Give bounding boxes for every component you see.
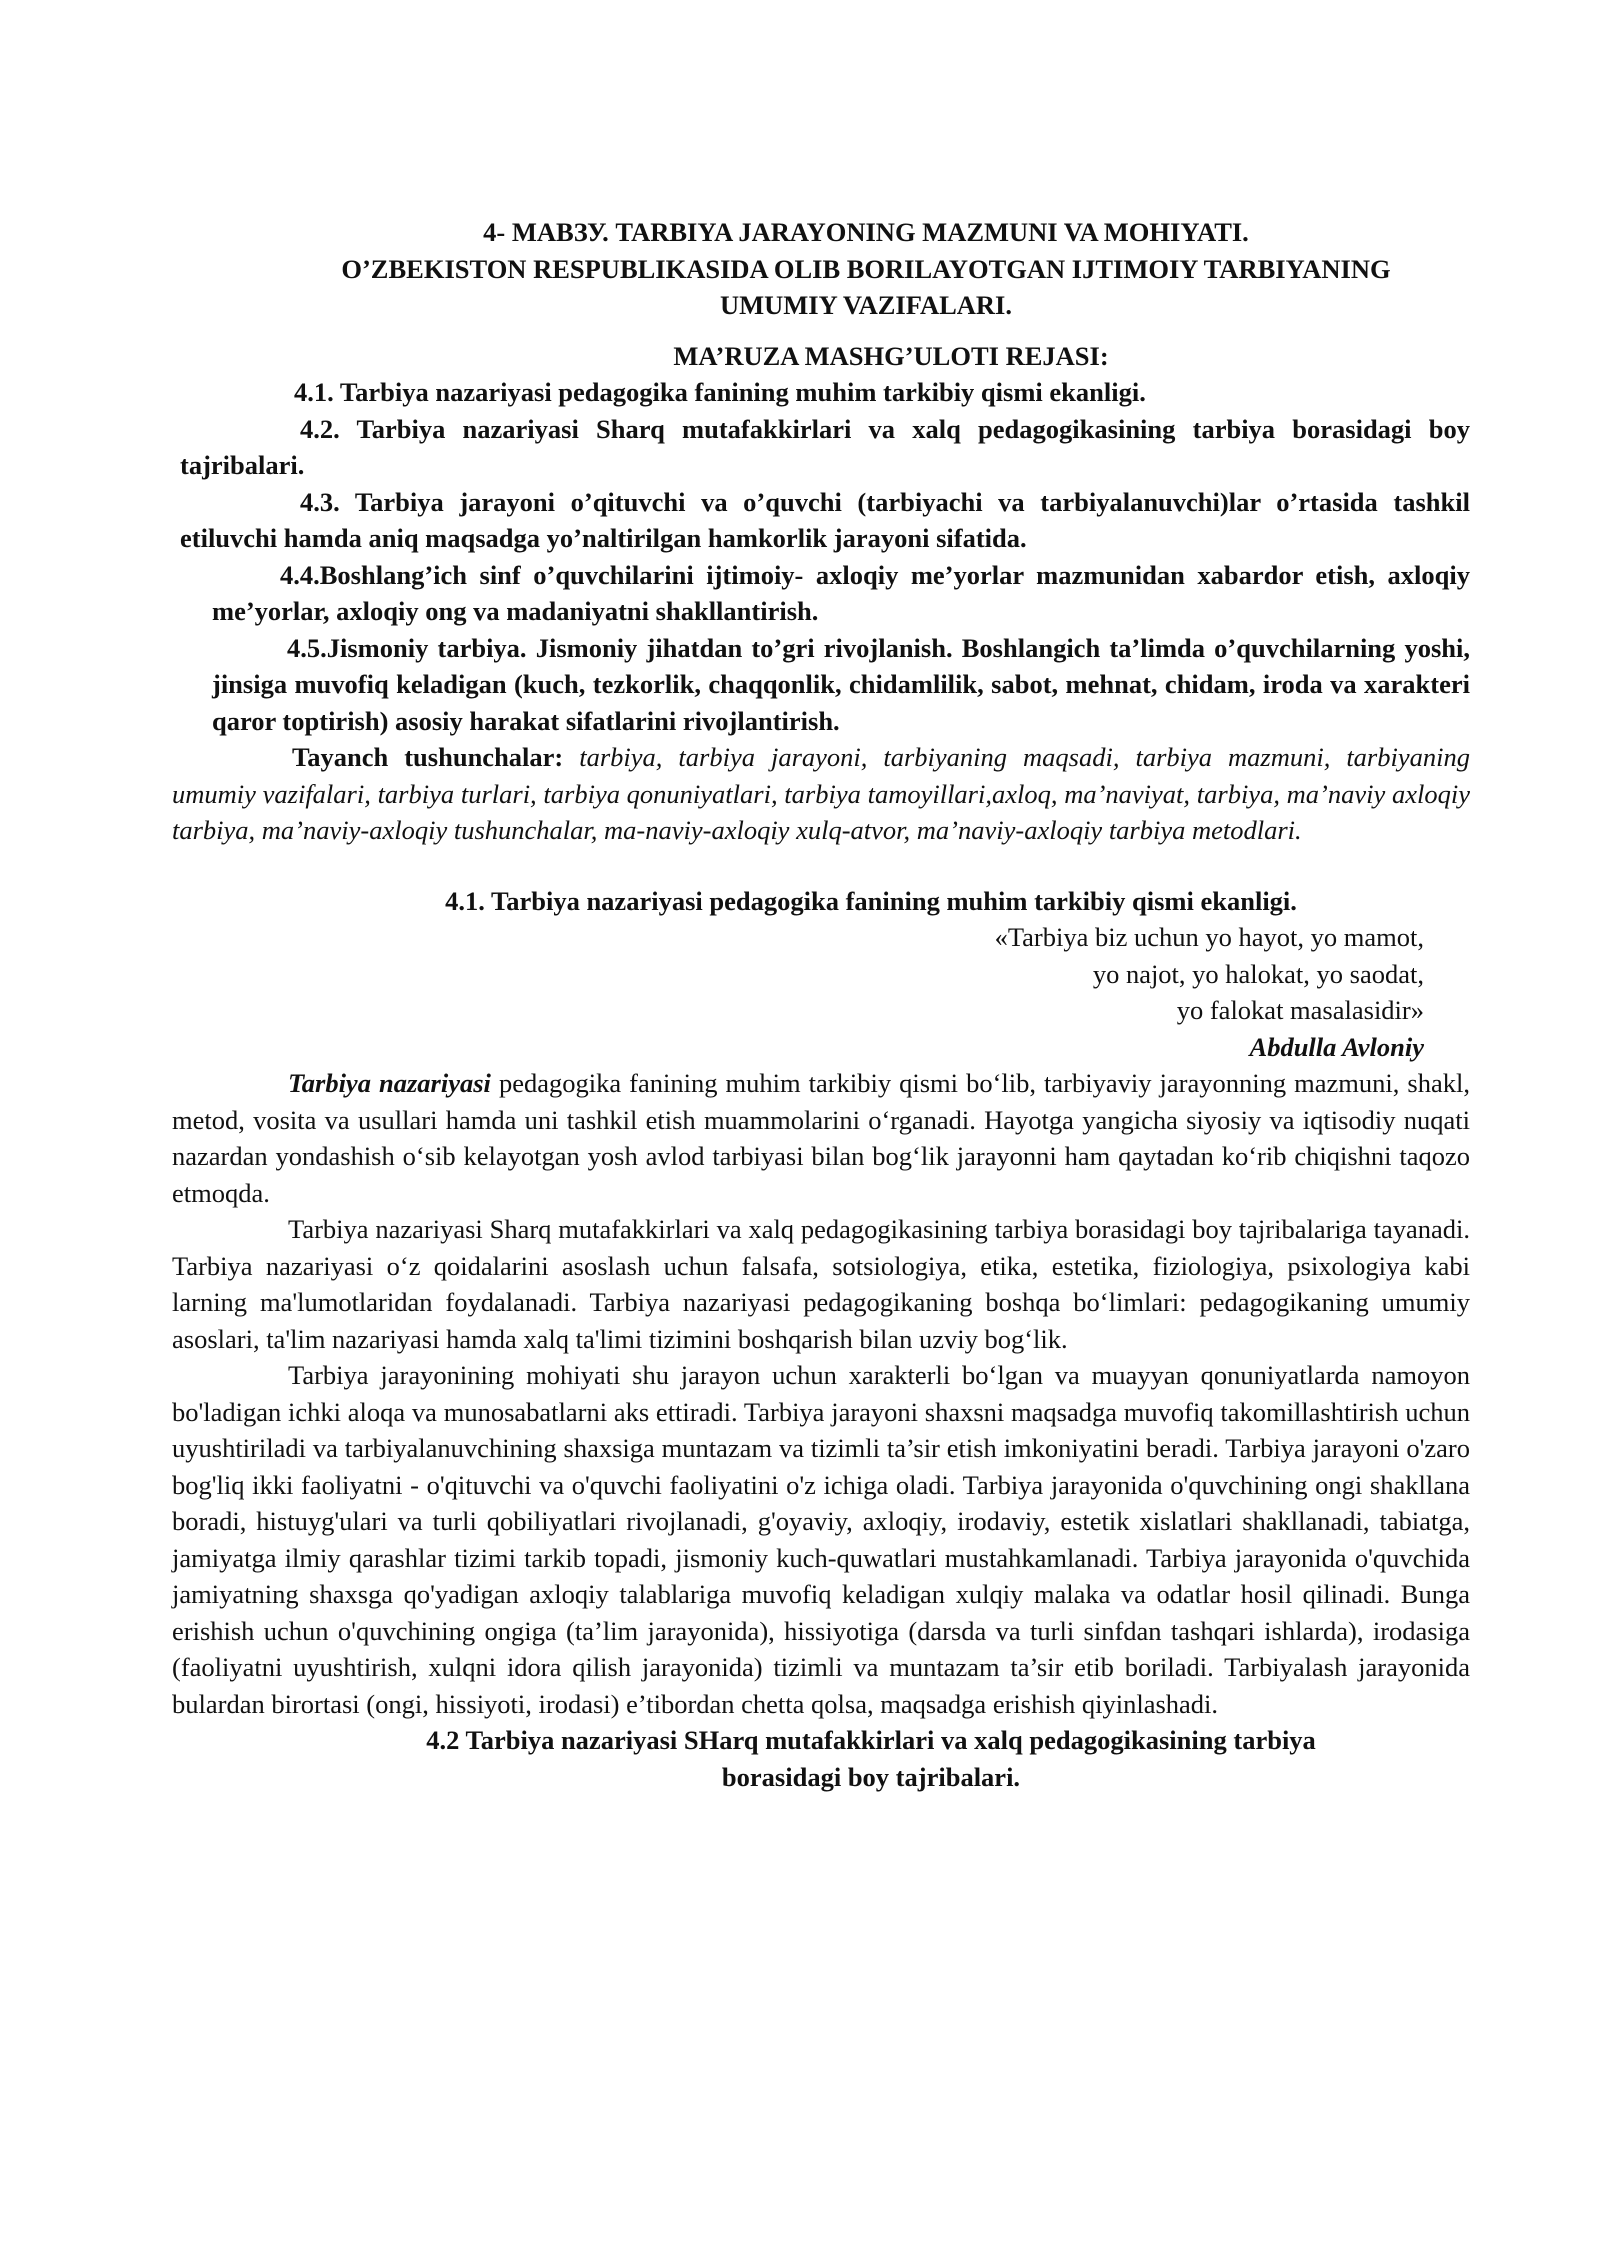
epigraph-line: yo falokat masalasidir» <box>1176 995 1424 1025</box>
title-line: O’ZBEKISTON RESPUBLIKASIDA OLIB BORILAYOTGAN IJTIMOIY TARBIYANING <box>341 253 1391 284</box>
epigraph-line: «Tarbiya biz uchun yo hayot, yo mamot, <box>994 922 1424 952</box>
title-line: 4- МАВЗУ. TARBIYA JARAYONING MAZMUNI VA MOHIYATI. <box>483 217 1249 247</box>
plan-item: 4.1. Tarbiya nazariyasi pedagogika fanining muhim tarkibiy qismi ekanligi. <box>294 377 1146 407</box>
key-concepts-text: tarbiya, tarbiya jarayoni, tarbiyaning maqsadi, tarbiya mazmuni, tarbiyaning umumiy vazifalari, tarbiya turlari, tarbiya qonuniyatlari, tarbiya tamoyillari,axloq, ma’naviyat, tarbiya, ma’naviy axloqiy tarbiya, ma’naviy-axloqiy tushunchalar, ma-naviy-axloqiy xulq-atvor, ma’naviy-axloqiy tarbiya metodlari. <box>172 742 1470 845</box>
body-paragraph <box>172 1065 1470 1211</box>
plan-item: 4.5.Jismoniy tarbiya. Jismoniy jihatdan to’gri rivojlanish. Boshlangich ta’limda o’quvchilarning yoshi, jinsiga muvofiq keladigan (kuch, tezkorlik, chaqqonlik, chidamlilik, sabot, mehnat, chidam, iroda va xarakteri qaror toptirish) asosiy harakat sifatlarini rivojlantirish. <box>212 632 1470 736</box>
key-concepts-label: Tayanch tushunchalar: <box>292 742 564 772</box>
plan-item: 4.4.Boshlang’ich sinf o’quvchilarini ijtimoiy- axloqiy me’yorlar mazmunidan xabardor etish, axloqiy me’yorlar, axloqiy ong va madaniyatni shakllantirish. <box>212 559 1470 626</box>
epigraph-line: yo najot, yo halokat, yo saodat, <box>1092 958 1424 989</box>
section-heading-line: 4.2 Tarbiya nazariyasi SHarq mutafakkirlari va xalq pedagogikasining tarbiya <box>426 1725 1316 1755</box>
epigraph <box>172 919 1470 1065</box>
key-concepts <box>172 739 1470 849</box>
section-heading-line: borasidagi boy tajribalari. <box>721 1761 1021 1792</box>
plan-item: 4.3. Tarbiya jarayoni o’qituvchi va o’quvchi (tarbiyachi va tarbiyalanuvchi)lar o’rtasida tashkil etiluvchi hamda aniq maqsadga yo’naltirilgan hamkorlik jarayoni sifatida. <box>180 486 1470 553</box>
body-paragraph: Tarbiya jarayonining mohiyati shu jarayon uchun xarakterli bo‘lgan va muayyan qonuniyatlarda namoyon bo'ladigan ichki aloqa va munosabatlarni aks ettiradi. Tarbiya jarayoni shaxsni maqsadga muvofiq takomillashtirish uchun uyushtiriladi va tarbiyalanuvchining shaxsiga muntazam va tizimli ta’sir etish imkoniyatini beradi. Tarbiya jarayoni o'zaro bog'liq ikki faoliyatni - o'qituvchi va o'quvchi faoliyatini o'z ichiga oladi. Tarbiya jarayonida o'quvchining ongi shakllana boradi, histuyg'ulari va turli qobiliyatlari rivojlanadi, g'oyaviy, axloqiy, irodaviy, estetik xislatlari shakllanadi, tabiatga, jamiyatga ilmiy qarashlar tizimi tarkib topadi, jismoniy kuch-quwatlari mustahkamlanadi. Tarbiya jarayonida o'quvchida jamiyatning shaxsga qo'yadigan axloqiy talablariga muvofiq keladigan xulqiy malaka va odatlar hosil qilinadi. Bunga erishish uchun o'quvchining ongiga (ta’lim jarayonida), hissiyotiga (darsda va turli sinfdan tashqari ishlarda), irodasiga (faoliyatni uyushtirish, xulqni idora qilish jarayonida) tizimli va muntazam ta’sir etib boriladi. Tarbiyalash jarayonida bulardan birortasi (ongi, hissiyoti, irodasi) e’tibordan chetta qolsa, maqsadga erishish qiyinlashadi. <box>172 1360 1470 1719</box>
title-line: UMUMIY VAZIFALARI. <box>719 290 1012 320</box>
plan-title: MA’RUZA MASHG’ULOTI REJASI: <box>673 340 1109 371</box>
section-heading: 4.1. Tarbiya nazariyasi pedagogika fanining muhim tarkibiy qismi ekanligi. <box>445 885 1297 916</box>
epigraph-author: Abdulla Avloniy <box>1249 1031 1424 1062</box>
term-highlight: Tarbiya nazariyasi <box>288 1068 491 1098</box>
body-paragraph: Tarbiya nazariyasi Sharq mutafakkirlari va xalq pedagogikasining tarbiya borasidagi boy tajribalariga tayanadi. Tarbiya nazariyasi o‘z qoidalarini asoslash uchun falsafa, sotsiologiya, etika, estetika, fiziologiya, psixologiya kabi larning ma'lumotlaridan foydalanadi. Tarbiya nazariyasi pedagogikaning boshqa bo‘limlari: pedagogikaning umumiy asoslari, ta'lim nazariyasi hamda xalq ta'limi tizimini boshqarish bilan uzviy bog‘lik. <box>172 1214 1470 1354</box>
document-title <box>172 214 1470 324</box>
paragraph-text: pedagogika fanining muhim tarkibiy qismi bo‘lib, tarbiyaviy jarayonning mazmuni, shakl, metod, vosita va usullari hamda uni tashkil etish muammolarini o‘rganadi. Hayotga yangicha siyosiy va iqtisodiy nuqati nazardan yondashish o‘sib kelayotgan yosh avlod tarbiyasi bilan bog‘lik jarayonni ham qaytadan ko‘rib chiqishni taqozo etmoqda. <box>172 1068 1470 1208</box>
plan-item: 4.2. Tarbiya nazariyasi Sharq mutafakkirlari va xalq pedagogikasining tarbiya borasidagi boy tajribalari. <box>180 413 1470 480</box>
section-heading <box>172 1722 1470 1795</box>
